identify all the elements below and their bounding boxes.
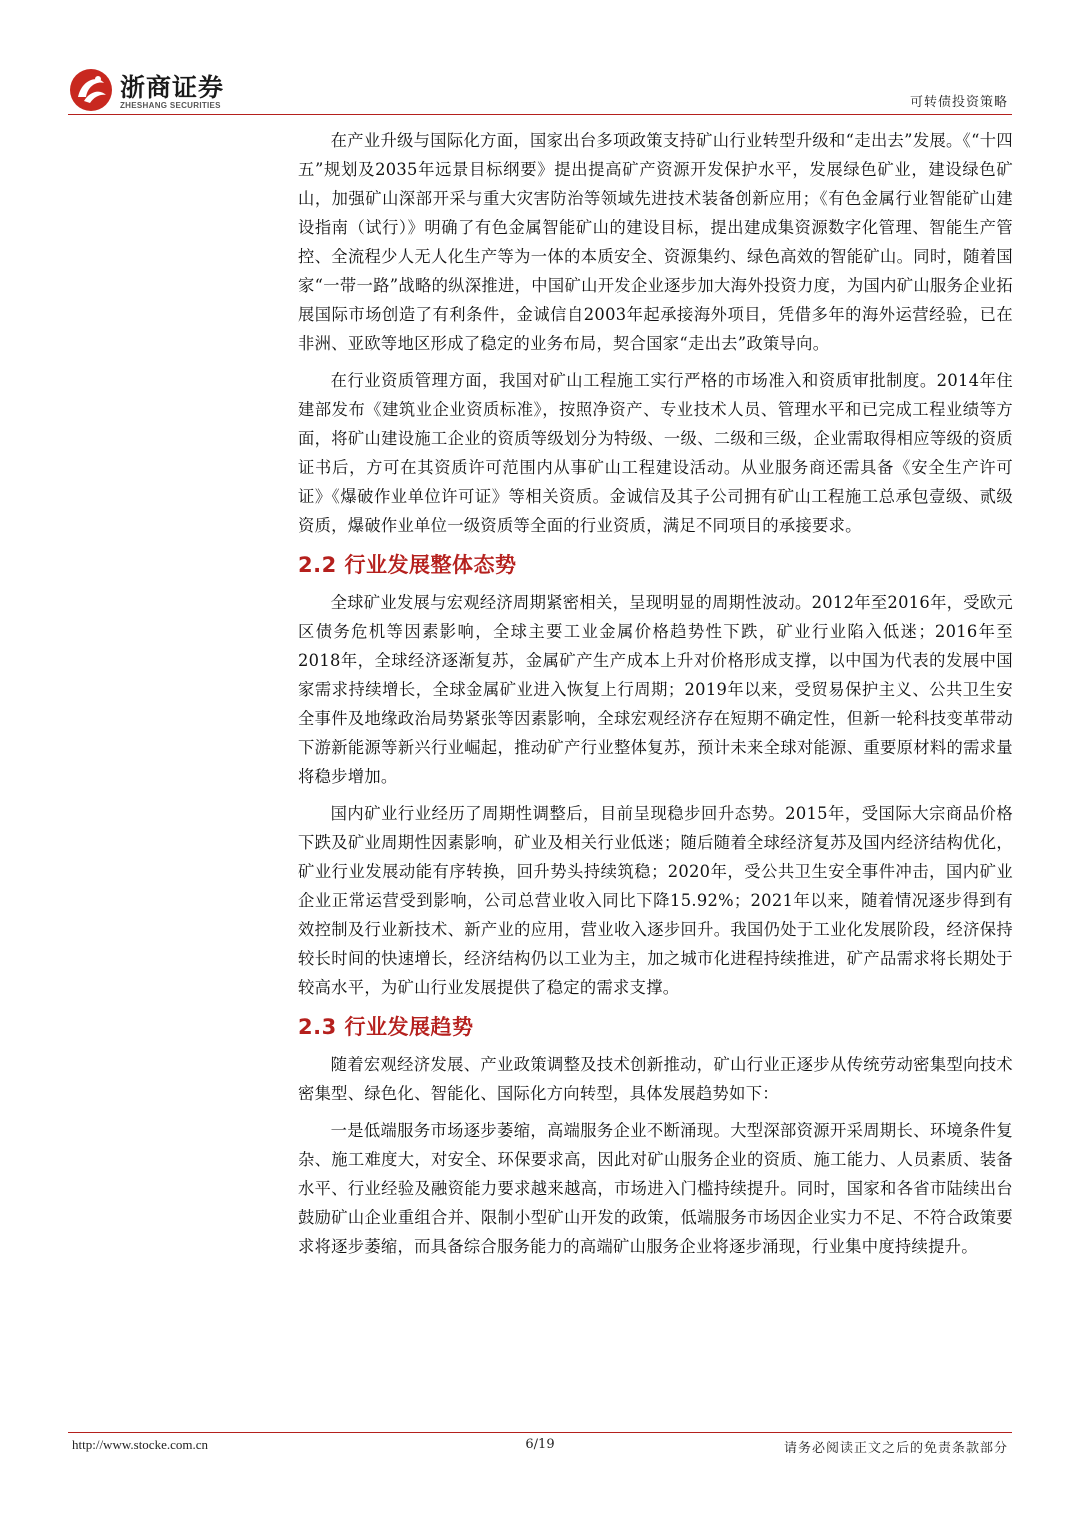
disclaimer-note: 请务必阅读正文之后的免责条款部分 <box>783 1441 1008 1456</box>
body-paragraph: 在产业升级与国际化方面，国家出台多项政策支持矿山行业转型升级和“走出去”发展。《“十四五”规划及2035年远景目标纲要》提出提高矿产资源开发保护水平，发展绿色矿业，建设绿色矿山，加强矿山深部开采与重大灾害防治等领域先进技术装备创新应用；《有色金属行业智能矿山建设指南（试行）》明确了有色金属智能矿山的建设目标，提出建成集资源数字化管理、智能生产管控、全流程少人无人化生产等为一体的本质安全、资源集约、绿色高效的智能矿山。同时，随着国家“一带一路”战略的纵深推进，中国矿山开发企业逐步加大海外投资力度，为国内矿山服务企业拓展国际市场创造了有利条件，金诚信自2003年起承接海外项目，凭借多年的海外运营经验，已在非洲、亚欧等地区形成了稳定的业务布局，契合国家“走出去”政策导向。 <box>298 131 1013 353</box>
brand-name-en: ZHESHANG SECURITIES <box>120 101 221 110</box>
zheshang-logo-icon <box>68 67 114 113</box>
page-body <box>298 126 1013 1261</box>
page-number: 6/19 <box>525 1437 555 1452</box>
footer-divider <box>68 1432 1012 1433</box>
footer-url-link[interactable]: http://www.stocke.com.cn <box>72 1437 208 1452</box>
body-paragraph: 一是低端服务市场逐步萎缩，高端服务企业不断涌现。大型深部资源开采周期长、环境条件复杂、施工难度大，对安全、环保要求高，因此对矿山服务企业的资质、施工能力、人员素质、装备水平、行业经验及融资能力要求越来越高，市场进入门槛持续提升。同时，国家和各省市陆续出台鼓励矿山企业重组合并、限制小型矿山开发的政策，低端服务市场因企业实力不足、不符合政策要求将逐步萎缩，而具备综合服务能力的高端矿山服务企业将逐步涌现，行业集中度持续提升。 <box>298 1121 1013 1256</box>
body-paragraph: 全球矿业发展与宏观经济周期紧密相关，呈现明显的周期性波动。2012年至2016年，受欧元区债务危机等因素影响，全球主要工业金属价格趋势性下跌，矿业行业陷入低迷；2016年至2018年，全球经济逐渐复苏，金属矿产生产成本上升对价格形成支撑，以中国为代表的发展中国家需求持续增长，全球金属矿业进入恢复上行周期；2019年以来，受贸易保护主义、公共卫生安全事件及地缘政治局势紧张等因素影响，全球宏观经济存在短期不确定性，但新一轮科技变革带动下游新能源等新兴行业崛起，推动矿产行业整体复苏，预计未来全球对能源、重要原材料的需求量将稳步增加。 <box>298 593 1013 786</box>
body-paragraph: 国内矿业行业经历了周期性调整后，目前呈现稳步回升态势。2015年，受国际大宗商品价格下跌及矿业周期性因素影响，矿业及相关行业低迷；随后随着全球经济复苏及国内经济结构优化，矿业行业发展动能有序转换，回升势头持续筑稳；2020年，受公共卫生安全事件冲击，国内矿业企业正常运营受到影响，公司总营业收入同比下降15.92%；2021年以来，随着情况逐步得到有效控制及行业新技术、新产业的应用，营业收入逐步回升。我国仍处于工业化发展阶段，经济保持较长时间的快速增长，经济结构仍以工业为主，加之城市化进程持续推进，矿产品需求将长期处于较高水平，为矿山行业发展提供了稳定的需求支撑。 <box>298 804 1013 997</box>
document-type-label: 可转债投资策略 <box>909 95 1008 110</box>
section-heading: 2.3 行业发展趋势 <box>298 1015 474 1039</box>
page-header <box>0 0 1080 112</box>
body-paragraph: 随着宏观经济发展、产业政策调整及技术创新推动，矿山行业正逐步从传统劳动密集型向技术密集型、绿色化、智能化、国际化方向转型，具体发展趋势如下： <box>298 1055 1013 1103</box>
brand-name-cn: 浙商证券 <box>120 73 225 102</box>
body-paragraph: 在行业资质管理方面，我国对矿山工程施工实行严格的市场准入和资质审批制度。2014年住建部发布《建筑业企业资质标准》，按照净资产、专业技术人员、管理水平和已完成工程业绩等方面，将矿山建设施工企业的资质等级划分为特级、一级、二级和三级，企业需取得相应等级的资质证书后，方可在其资质许可范围内从事矿山工程建设活动。从业服务商还需具备《安全生产许可证》《爆破作业单位许可证》等相关资质。金诚信及其子公司拥有矿山工程施工总承包壹级、贰级资质，爆破作业单位一级资质等全面的行业资质，满足不同项目的承接要求。 <box>298 371 1013 535</box>
section-heading: 2.2 行业发展整体态势 <box>298 553 517 577</box>
header-divider <box>68 114 1012 115</box>
